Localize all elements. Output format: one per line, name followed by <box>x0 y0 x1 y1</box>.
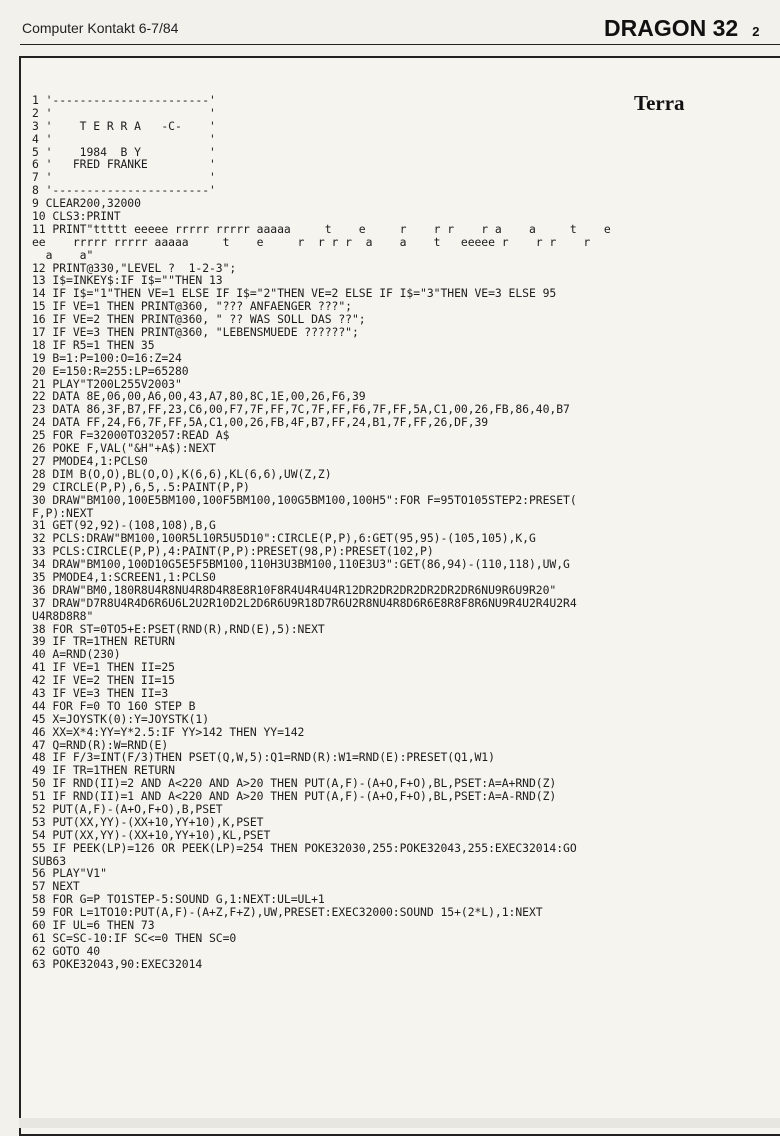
code-line: 29 CIRCLE(P,P),6,5,.5:PAINT(P,P) <box>32 480 250 494</box>
code-line: 60 IF UL=6 THEN 73 <box>32 919 155 932</box>
code-line: 36 DRAW"BM0,180R8U4R8NU4R8D4R8E8R10F8R4U4R4U4R12DR2DR2DR2DR2DR2DR6NU9R6U9R20" <box>32 583 557 597</box>
code-line: 20 E=150:R=255:LP=65280 <box>32 364 189 378</box>
code-line: 18 IF R5=1 THEN 35 <box>32 338 155 352</box>
code-line: 4 ' ' <box>32 132 216 146</box>
code-line: a a" <box>32 248 94 262</box>
code-line: 27 PMODE4,1:PCLS0 <box>32 454 148 468</box>
code-line: 5 ' 1984 B Y ' <box>32 145 216 159</box>
code-line: 7 ' ' <box>32 171 216 185</box>
code-line: 31 GET(92,92)-(108,108),B,G <box>32 519 216 533</box>
code-line: 35 PMODE4,1:SCREEN1,1:PCLS0 <box>32 570 216 584</box>
code-line: 2 ' ' <box>32 106 216 120</box>
code-line: 49 IF TR=1THEN RETURN <box>32 764 175 778</box>
code-line: 51 IF RND(II)=1 AND A<220 AND A>20 THEN PUT(A,F)-(A+O,F+O),BL,PSET:A=A-RND(Z) <box>32 790 557 803</box>
code-line: 47 Q=RND(R):W=RND(E) <box>32 738 169 752</box>
code-line: 44 FOR F=0 TO 160 STEP B <box>32 699 196 713</box>
code-line: 19 B=1:P=100:O=16:Z=24 <box>32 351 182 365</box>
code-line: 21 PLAY"T200L255V2003" <box>32 377 182 391</box>
code-line: 6 ' FRED FRANKE ' <box>32 158 216 172</box>
code-line: 30 DRAW"BM100,100E5BM100,100F5BM100,100G5BM100,100H5":FOR F=95TO105STEP2:PRESET( <box>32 493 577 507</box>
code-line: 48 IF F/3=INT(F/3)THEN PSET(Q,W,5):Q1=RND(R):W1=RND(E):PRESET(Q1,W1) <box>32 751 495 765</box>
code-line: 33 PCLS:CIRCLE(P,P),4:PAINT(P,P):PRESET(98,P):PRESET(102,P) <box>32 545 434 559</box>
code-line: 63 POKE32043,90:EXEC32014 <box>32 957 203 971</box>
code-line: 37 DRAW"D7R8U4R4D6R6U6L2U2R10D2L2D6R6U9R18D7R6U2R8NU4R8D6R6E8R8F8R6NU9R4U2R4U2R4 <box>32 596 577 610</box>
code-line: 55 IF PEEK(LP)=126 OR PEEK(LP)=254 THEN POKE32030,255:POKE32043,255:EXEC32014:GO <box>32 841 577 855</box>
code-line: 16 IF VE=2 THEN PRINT@360, " ?? WAS SOLL DAS ??"; <box>32 313 366 327</box>
header-rule <box>20 44 780 45</box>
code-line: 41 IF VE=1 THEN II=25 <box>32 661 175 675</box>
code-line: 57 NEXT <box>32 880 80 894</box>
code-line: 13 I$=INKEY$:IF I$=""THEN 13 <box>32 274 223 288</box>
code-line: 1 '-----------------------' <box>32 94 216 107</box>
code-line: 32 PCLS:DRAW"BM100,100R5L10R5U5D10":CIRCLE(P,P),6:GET(95,95)-(105,105),K,G <box>32 532 536 546</box>
code-line: 26 POKE F,VAL("&H"+A$):NEXT <box>32 442 216 455</box>
code-line: 40 A=RND(230) <box>32 648 121 662</box>
code-line: ee rrrrr rrrrr aaaaa t e r r r r a a t eeeee r r r r <box>32 235 591 249</box>
code-line: 15 IF VE=1 THEN PRINT@360, "??? ANFAENGER ???"; <box>32 300 352 314</box>
code-line: 42 IF VE=2 THEN II=15 <box>32 674 175 687</box>
code-line: 61 SC=SC-10:IF SC<=0 THEN SC=0 <box>32 931 237 945</box>
code-line: 3 ' T E R R A -C- ' <box>32 119 216 133</box>
magazine-issue: Computer Kontakt 6-7/84 <box>22 20 179 36</box>
code-line: 45 X=JOYSTK(0):Y=JOYSTK(1) <box>32 712 210 726</box>
code-line: 59 FOR L=1TO10:PUT(A,F)-(A+Z,F+Z),UW,PRESET:EXEC32000:SOUND 15+(2*L),1:NEXT <box>32 906 543 919</box>
code-line: 17 IF VE=3 THEN PRINT@360, "LEBENSMUEDE ??????"; <box>32 326 359 339</box>
code-line: 12 PRINT@330,"LEVEL ? 1-2-3"; <box>32 261 237 275</box>
code-line: 22 DATA 8E,06,00,A6,00,43,A7,80,8C,1E,00,26,F6,39 <box>32 390 366 404</box>
code-line: F,P):NEXT <box>32 506 94 520</box>
code-line: 50 IF RND(II)=2 AND A<220 AND A>20 THEN PUT(A,F)-(A+O,F+O),BL,PSET:A=A+RND(Z) <box>32 777 557 791</box>
code-line: U4R8D8R8" <box>32 609 94 623</box>
code-line: 56 PLAY"V1" <box>32 867 107 881</box>
code-line: 25 FOR F=32000TO32057:READ A$ <box>32 429 230 443</box>
code-line: 54 PUT(XX,YY)-(XX+10,YY+10),KL,PSET <box>32 828 271 842</box>
code-line: 24 DATA FF,24,F6,7F,FF,5A,C1,00,26,FB,4F,B7,FF,24,B1,7F,FF,26,DF,39 <box>32 416 489 430</box>
code-line: 62 GOTO 40 <box>32 944 101 958</box>
code-line: 10 CLS3:PRINT <box>32 210 121 223</box>
code-line: 43 IF VE=3 THEN II=3 <box>32 686 169 700</box>
code-line: SUB63 <box>32 854 67 868</box>
page-number: 2 <box>752 24 760 39</box>
code-listing <box>32 94 780 971</box>
code-line: 23 DATA 86,3F,B7,FF,23,C6,00,F7,7F,FF,7C,7F,FF,F6,7F,FF,5A,C1,00,26,FB,86,40,B7 <box>32 403 570 417</box>
code-line: 28 DIM B(O,O),BL(O,O),K(6,6),KL(6,6),UW(Z,Z) <box>32 467 332 481</box>
code-line: 46 XX=X*4:YY=Y*2.5:IF YY>142 THEN YY=142 <box>32 725 305 739</box>
code-line: 11 PRINT"ttttt eeeee rrrrr rrrrr aaaaa t e r r r r a a t e <box>32 222 611 236</box>
section-title-text: DRAGON 32 <box>604 15 739 41</box>
code-line: 34 DRAW"BM100,100D10G5E5F5BM100,110H3U3BM100,110E3U3":GET(86,94)-(110,118),UW,G <box>32 558 570 571</box>
bottom-strip <box>19 1118 780 1128</box>
code-line: 39 IF TR=1THEN RETURN <box>32 635 175 649</box>
code-line: 52 PUT(A,F)-(A+O,F+O),B,PSET <box>32 802 223 816</box>
code-line: 58 FOR G=P TO1STEP-5:SOUND G,1:NEXT:UL=UL+1 <box>32 893 325 907</box>
code-line: 53 PUT(XX,YY)-(XX+10,YY+10),K,PSET <box>32 815 264 829</box>
code-line: 9 CLEAR200,32000 <box>32 197 141 211</box>
section-title <box>604 15 759 42</box>
program-title: Terra <box>634 91 685 115</box>
code-line: 8 '-----------------------' <box>32 184 216 198</box>
code-line: 38 FOR ST=0TO5+E:PSET(RND(R),RND(E),5):NEXT <box>32 622 325 636</box>
code-line: 14 IF I$="1"THEN VE=1 ELSE IF I$="2"THEN VE=2 ELSE IF I$="3"THEN VE=3 ELSE 95 <box>32 287 557 301</box>
